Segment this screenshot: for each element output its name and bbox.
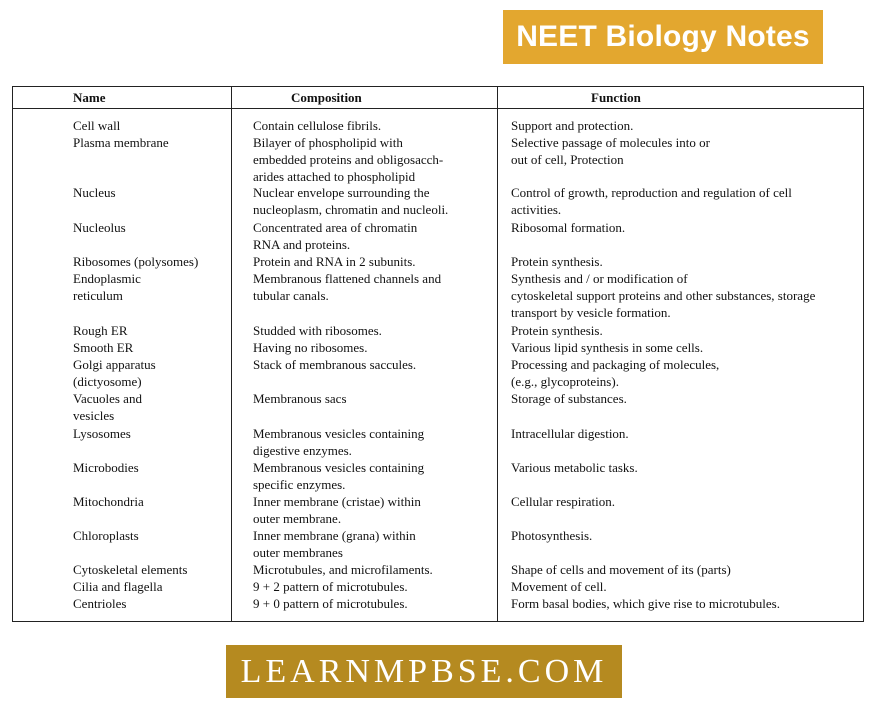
cell-function: Photosynthesis. <box>511 528 593 543</box>
cell-function: Selective passage of molecules into or out of cell, Protection <box>511 135 710 167</box>
cell-composition: Microtubules, and microfilaments. <box>253 562 433 577</box>
cell-function: Control of growth, reproduction and regulation of cell activities. <box>511 185 792 217</box>
cell-name: Lysosomes <box>73 426 131 441</box>
cell-name: Cytoskeletal elements <box>73 562 188 577</box>
cell-composition: 9 + 0 pattern of microtubules. <box>253 596 408 611</box>
cell-name: Rough ER <box>73 323 128 338</box>
cell-composition: Protein and RNA in 2 subunits. <box>253 254 416 269</box>
cell-name: Ribosomes (polysomes) <box>73 254 199 269</box>
cell-function: Various metabolic tasks. <box>511 460 638 475</box>
cell-composition: Membranous vesicles containing specific enzymes. <box>253 460 425 492</box>
banner-title: NEET Biology Notes <box>503 10 823 64</box>
site-watermark: LEARNMPBSE.COM <box>226 645 622 698</box>
header-name: Name <box>73 90 106 105</box>
cell-function: Ribosomal formation. <box>511 220 626 235</box>
cell-function: Synthesis and / or modification of cytoskeletal support proteins and other substances, storage transport by vesicle formation. <box>511 271 816 320</box>
cell-composition: Inner membrane (grana) within outer membranes <box>253 528 416 560</box>
cell-name: Vacuoles and vesicles <box>73 391 142 423</box>
header-divider <box>13 108 863 109</box>
cell-name: Mitochondria <box>73 494 144 509</box>
cell-name: Chloroplasts <box>73 528 139 543</box>
organelle-table <box>12 86 864 622</box>
header-composition: Composition <box>291 90 362 105</box>
cell-composition: Nuclear envelope surrounding the nucleoplasm, chromatin and nucleoli. <box>253 185 449 217</box>
cell-composition: Contain cellulose fibrils. <box>253 118 382 133</box>
cell-function: Storage of substances. <box>511 391 627 406</box>
cell-name: Endoplasmic reticulum <box>73 271 141 303</box>
cell-function: Support and protection. <box>511 118 634 133</box>
cell-name: Smooth ER <box>73 340 134 355</box>
cell-composition: Membranous vesicles containing digestive enzymes. <box>253 426 425 458</box>
cell-name: Nucleus <box>73 185 116 200</box>
cell-name: Centrioles <box>73 596 127 611</box>
cell-composition: Membranous flattened channels and tubular canals. <box>253 271 442 303</box>
cell-composition: 9 + 2 pattern of microtubules. <box>253 579 408 594</box>
cell-composition: Studded with ribosomes. <box>253 323 382 338</box>
cell-name: Plasma membrane <box>73 135 169 150</box>
header-function: Function <box>591 90 641 105</box>
cell-function: Protein synthesis. <box>511 323 603 338</box>
cell-function: Shape of cells and movement of its (parts) <box>511 562 731 577</box>
cell-name: Cell wall <box>73 118 121 133</box>
cell-function: Form basal bodies, which give rise to microtubules. <box>511 596 780 611</box>
cell-function: Processing and packaging of molecules, (e.g., glycoproteins). <box>511 357 720 389</box>
cell-composition: Bilayer of phospholipid with embedded proteins and obligosacch- arides attached to phospholipid <box>253 135 444 184</box>
cell-function: Protein synthesis. <box>511 254 603 269</box>
cell-composition: Membranous sacs <box>253 391 347 406</box>
cell-function: Movement of cell. <box>511 579 607 594</box>
cell-name: Microbodies <box>73 460 139 475</box>
cell-name: Golgi apparatus (dictyosome) <box>73 357 156 389</box>
cell-composition: Concentrated area of chromatin RNA and proteins. <box>253 220 418 252</box>
cell-function: Cellular respiration. <box>511 494 615 509</box>
cell-function: Intracellular digestion. <box>511 426 629 441</box>
cell-name: Nucleolus <box>73 220 126 235</box>
cell-function: Various lipid synthesis in some cells. <box>511 340 704 355</box>
cell-composition: Stack of membranous saccules. <box>253 357 417 372</box>
cell-name: Cilia and flagella <box>73 579 163 594</box>
cell-composition: Having no ribosomes. <box>253 340 368 355</box>
cell-composition: Inner membrane (cristae) within outer membrane. <box>253 494 421 526</box>
